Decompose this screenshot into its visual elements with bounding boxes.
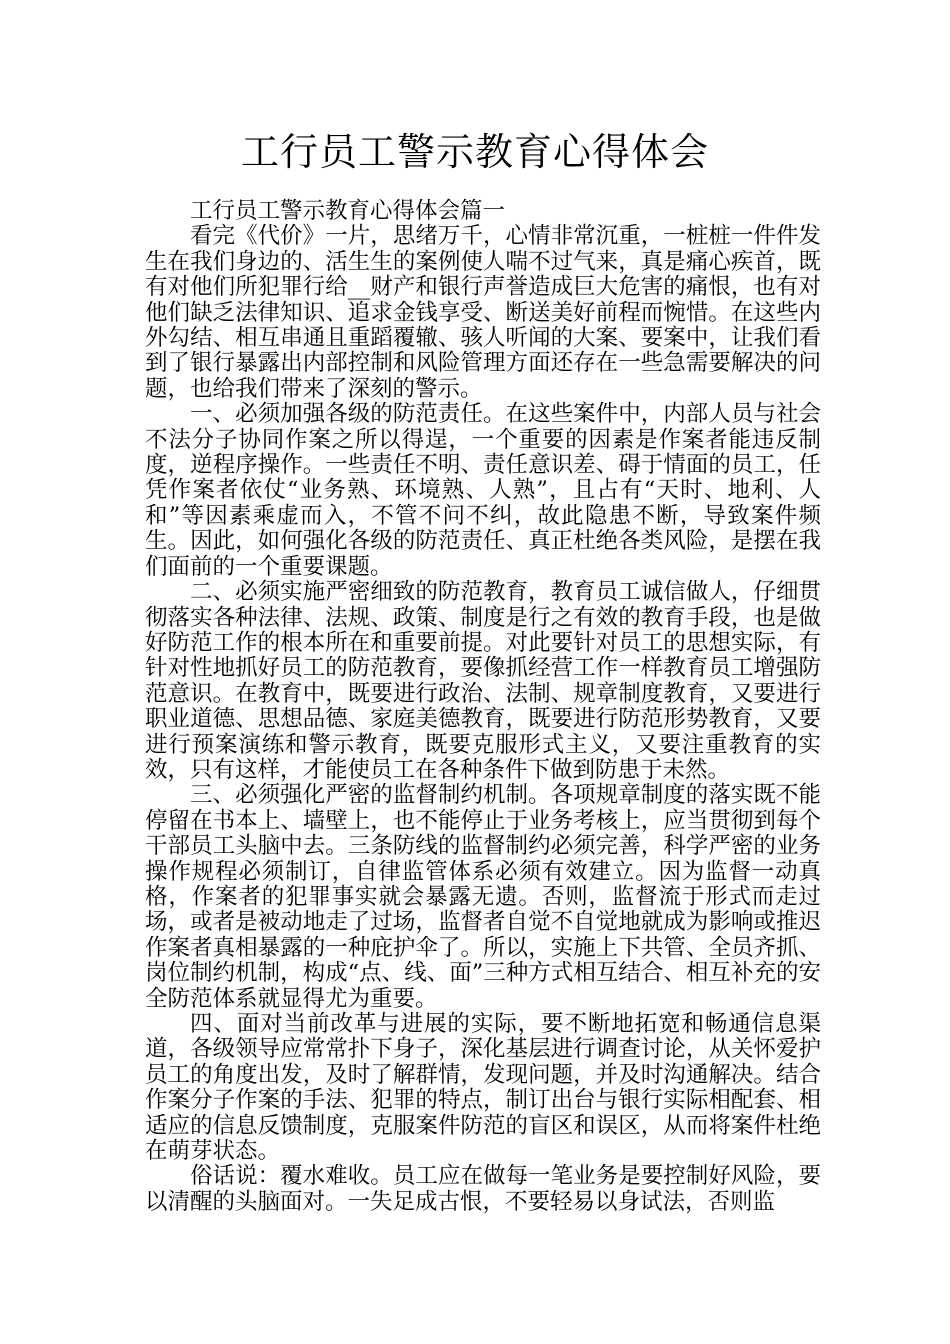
- paragraph-point-1: 一、必须加强各级的防范责任。在这些案件中，内部人员与社会不法分子协同作案之所以得逞，一个重要的因素是作案者能违反制度，逆程序操作。一些责任不明、责任意识差、碍于情面的员工，任凭作案者依仗“业务熟、环境熟、人熟”，且占有“天时、地利、人和”等因素乘虚而入，不管不问不纠，故此隐患不断，导致案件频生。因此，如何强化各级的防范责任、真正杜绝各类风险，是摆在我们面前的一个重要课题。: [145, 401, 821, 580]
- document-title: 工行员工警示教育心得体会: [240, 130, 709, 174]
- paragraph-point-4: 四、面对当前改革与进展的实际，要不断地拓宽和畅通信息渠道，各级领导应常常扑下身子，深化基层进行调查讨论，从关怀爱护员工的角度出发，及时了解群情，发现问题，并及时沟通解决。结合作案分子作案的手法、犯罪的特点，制订出台与银行实际相配套、相适应的信息反馈制度，克服案件防范的盲区和误区，从而将案件杜绝在萌芽状态。: [145, 1011, 821, 1165]
- section-heading: 工行员工警示教育心得体会篇一: [190, 198, 506, 224]
- paragraph-point-3: 三、必须强化严密的监督制约机制。各项规章制度的落实既不能停留在书本上、墙壁上，也不能停止于业务考核上，应当贯彻到每个干部员工头脑中去。三条防线的监督制约必须完善，科学严密的业务操作规程必须制订，自律监管体系必须有效建立。因为监督一动真格，作案者的犯罪事实就会暴露无遗。否则，监督流于形式而走过场，或者是被动地走了过场，监督者自觉不自觉地就成为影响或推迟作案者真相暴露的一种庇护伞了。所以，实施上下共管、全员齐抓、岗位制约机制，构成“点、线、面”三种方式相互结合、相互补充的安全防范体系就显得尤为重要。: [145, 782, 821, 1012]
- paragraph-intro: 看完《代价》一片，思绪万千，心情非常沉重，一桩桩一件件发生在我们身边的、活生生的案例使人喘不过气来，真是痛心疾首，既有对他们所犯罪行给__财产和银行声誉造成巨大危害的痛恨，也有对他们缺乏法律知识、追求金钱享受、断送美好前程而惋惜。在这些内外勾结、相互串通且重蹈覆辙、骇人听闻的大案、要案中，让我们看到了银行暴露出内部控制和风险管理方面还存在一些急需要解决的问题，也给我们带来了深刻的警示。: [145, 223, 821, 402]
- paragraph-point-2: 二、必须实施严密细致的防范教育，教育员工诚信做人，仔细贯彻落实各种法律、法规、政策、制度是行之有效的教育手段，也是做好防范工作的根本所在和重要前提。对此要针对员工的思想实际，有针对性地抓好员工的防范教育，要像抓经营工作一样教育员工增强防范意识。在教育中，既要进行政治、法制、规章制度教育，又要进行职业道德、思想品德、家庭美德教育，既要进行防范形势教育，又要进行预案演练和警示教育，既要克服形式主义，又要注重教育的实效，只有这样，才能使员工在各种条件下做到防患于未然。: [145, 579, 821, 783]
- document-body: [145, 199, 821, 1215]
- paragraph-closing: 俗话说：覆水难收。员工应在做每一笔业务是要控制好风险，要以清醒的头脑面对。一失足成古恨，不要轻易以身试法，否则监: [145, 1163, 821, 1215]
